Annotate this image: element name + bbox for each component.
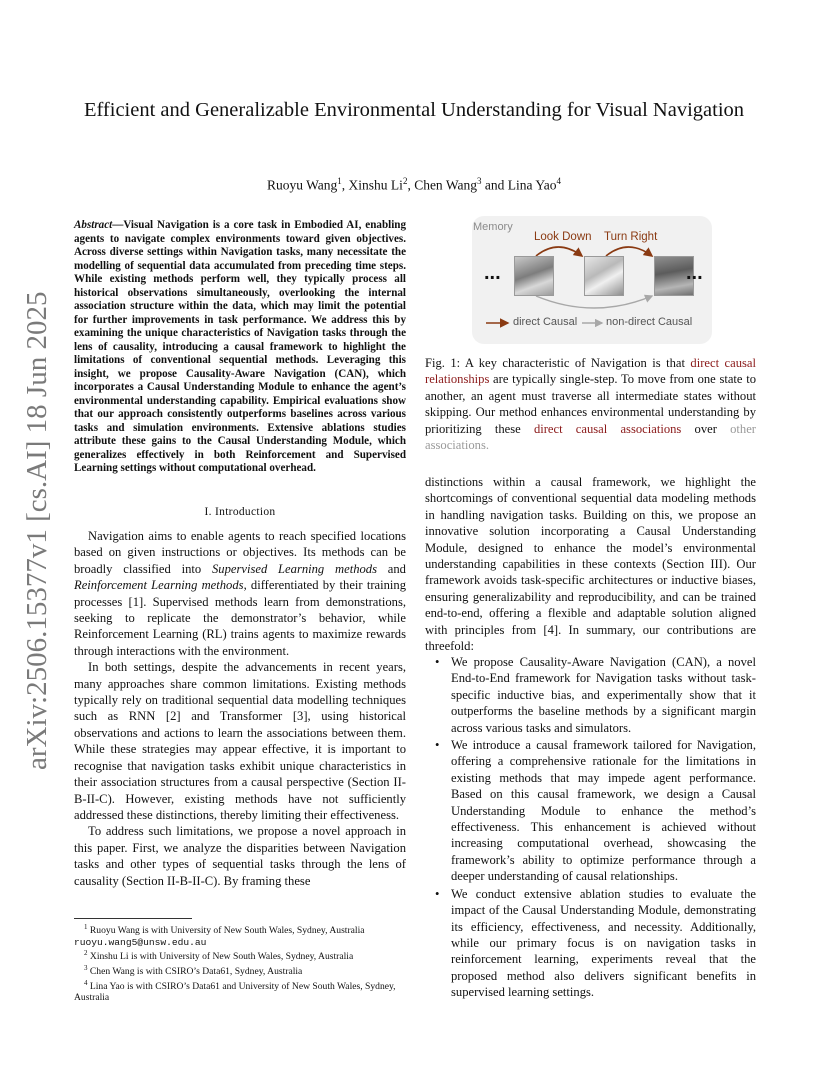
caption-text: Fig. 1: A key characteristic of Navigation is that <box>425 356 691 370</box>
footnotes <box>74 918 406 1004</box>
footnote-mark: 1 <box>84 923 88 931</box>
intro-paragraph: To address such limitations, we propose a novel approach in this paper. First, we analyze the disparities between Navigation tasks and other types of sequential tasks through the lens of causality (Section II-B-II-C). By framing these <box>74 824 406 888</box>
footnote-mark: 3 <box>84 963 88 972</box>
author-name: Xinshu Li <box>348 177 403 193</box>
observation-frame <box>514 256 554 296</box>
intro-text: and <box>377 561 406 576</box>
turn-right-label: Turn Right <box>604 231 658 243</box>
abstract <box>74 219 406 476</box>
footnote-mark: 2 <box>84 949 88 958</box>
footnote-rule <box>74 918 192 919</box>
caption-text: over <box>681 421 731 436</box>
direct-causal-arrow <box>606 247 652 256</box>
intro-emphasis: Reinforcement Learning methods <box>74 578 244 593</box>
footnote <box>74 978 406 1004</box>
contributions-list <box>425 654 756 1002</box>
memory-label: Memory <box>473 221 513 233</box>
intro-text: Navigation aims to enable agents to reach specified locations based on given instructions or objectives. Its methods can be broadly classified into <box>74 529 406 576</box>
section-heading-introduction: I. Introduction <box>204 506 276 518</box>
ellipsis-left: ... <box>484 262 501 284</box>
abstract-lead: Abstract <box>74 219 113 231</box>
caption-muted: other associations. <box>425 421 756 453</box>
abstract-dash: — <box>112 219 124 231</box>
caption-text: are typically single-step. To move from one state to another, an agent must traverse all intermediate states without skipping. Our method enhances environmental understanding by prioritizing these <box>425 372 756 436</box>
direct-causal-arrow <box>536 247 582 256</box>
author-separator: , <box>341 177 349 193</box>
paper-title: Efficient and Generalizable Environmental Understanding for Visual Navigation <box>83 99 745 121</box>
ellipsis-right: ... <box>686 262 703 284</box>
footnote-mark: 4 <box>84 978 88 987</box>
author-mark: 3 <box>476 176 482 186</box>
footnote-text: Ruoyu Wang is with University of New South Wales, Sydney, Australia <box>87 925 365 937</box>
observation-frame <box>584 256 624 296</box>
author-mark: 1 <box>337 176 342 186</box>
intro-text: , differentiated by their training processes [1]. Supervised methods learn from demonstrations, seeking to replicate the demonstrator’s behavior, while Reinforcement Learning (RL) trains agents to maximize rewards through interactions with the environment. <box>74 578 407 658</box>
author-list <box>80 172 748 195</box>
author-separator: and <box>481 177 508 193</box>
arxiv-identifier: arXiv:2506.15377v1 [cs.AI] 18 Jun 2025 <box>21 291 53 770</box>
figure-1-caption <box>425 355 756 453</box>
author-separator: , <box>407 177 415 193</box>
contribution-item: • We propose Causality-Aware Navigation (CAN), a novel End-to-End framework for Navigation tasks without task-specific inductive bias, and experimentally show that it outperforms the baseline methods by a significant margin across various tasks and simulators. <box>425 654 756 736</box>
non-direct-causal-arrow <box>536 296 652 308</box>
introduction-text <box>74 528 406 889</box>
footnote <box>74 922 406 948</box>
intro-continued <box>425 474 756 654</box>
footnote-text: Xinshu Li is with University of New South Wales, Sydney, Australia <box>87 951 354 963</box>
author-name: Lina Yao <box>507 177 557 193</box>
caption-highlight: direct causal relationships <box>425 356 756 387</box>
legend-direct-label: direct Causal <box>513 316 578 328</box>
intro-paragraph: In both settings, despite the advancements in recent years, many approaches share common limitations. Existing methods typically rely on traditional sequential data modelling techniques such as RNN [2] and Transformer [3], using historical observations and actions to learn the associations between them. While these strategies may appear effective, it is important to recognise that navigation tasks exhibit unique characteristics in their association structures from a causal perspective (Section II-B-II-C). However, existing methods have not sufficiently addressed these distinctions, thereby limiting their effectiveness. <box>74 660 406 822</box>
footnote-text: Lina Yao is with CSIRO’s Data61 and University of New South Wales, Sydney, Australia <box>74 980 396 1004</box>
author-email: ruoyu.wang5@unsw.edu.au <box>74 936 207 948</box>
caption-highlight: direct causal associations <box>533 421 682 436</box>
author-name: Chen Wang <box>414 177 477 193</box>
look-down-label: Look Down <box>534 231 592 243</box>
abstract-text: Visual Navigation is a core task in Embodied AI, enabling agents to navigate complex environments toward given objectives. Across diverse settings within Navigation tasks, many necessitate the modelling of sequential data accumulated from preceding time steps. While existing methods perform well, they typically process all historical observations simultaneously, overlooking the internal association structure within the data, which may limit the potential for further improvements in task performance. We address this by examining the unique characteristics of Navigation tasks through the lens of causality, introducing a causal framework to highlight the limitations of conventional sequential methods. Leveraging this insight, we propose Causality-Aware Navigation (CAN), which incorporates a Causal Understanding Module to enhance the agent’s environmental understanding capability. Empirical evaluations show that our approach consistently outperforms baselines across various tasks and simulation environments. Extensive ablations studies attribute these gains to the Causal Understanding Module, which generalizes effectively in both Reinforcement and Supervised Learning settings without computational overhead. <box>74 219 406 474</box>
contribution-item: • We introduce a causal framework tailored for Navigation, offering a comprehensive rationale for the limitations in existing methods that may impede agent performance. Based on this causal framework, we design a Causal Understanding Module to enhance the method’s effectiveness. This enhancement is achieved without increasing computational overhead, showcasing the framework’s ability to optimize performance through a deeper understanding of causal relationships. <box>425 737 756 885</box>
footnote <box>74 948 406 963</box>
intro-emphasis: Supervised Learning methods <box>212 561 377 576</box>
footnote-text: Chen Wang is with CSIRO’s Data61, Sydney, Australia <box>87 966 303 978</box>
author-mark: 2 <box>402 176 408 186</box>
intro-paragraph <box>74 528 406 659</box>
contribution-item: • We conduct extensive ablation studies to evaluate the impact of the Causal Understanding Module, demonstrating its efficiency, effectiveness, and necessity. Additionally, while our primary focus is on navigation tasks in reinforcement learning, experiments reveal that the proposed method also delivers significant benefits in supervised learning settings. <box>425 886 756 1001</box>
footnote <box>74 963 406 978</box>
legend-nondirect-label: non-direct Causal <box>606 316 693 328</box>
author-mark: 4 <box>556 176 561 186</box>
intro-paragraph: distinctions within a causal framework, we highlight the shortcomings of conventional sequential data modeling methods in handling navigation tasks. Building on this, we propose an innovative solution incorporating a Causal Understanding Module, designed to enhance the model’s environmental understanding capabilities in these contexts (Section III). Our framework avoids task-specific architectures or inductive biases, ensuring generalizability and reproducibility, and can be trained end-to-end, offering a flexible and adaptable solution aligned with principles from [4]. In summary, our contributions are threefold: <box>425 475 756 654</box>
author-name: Ruoyu Wang <box>267 177 338 193</box>
